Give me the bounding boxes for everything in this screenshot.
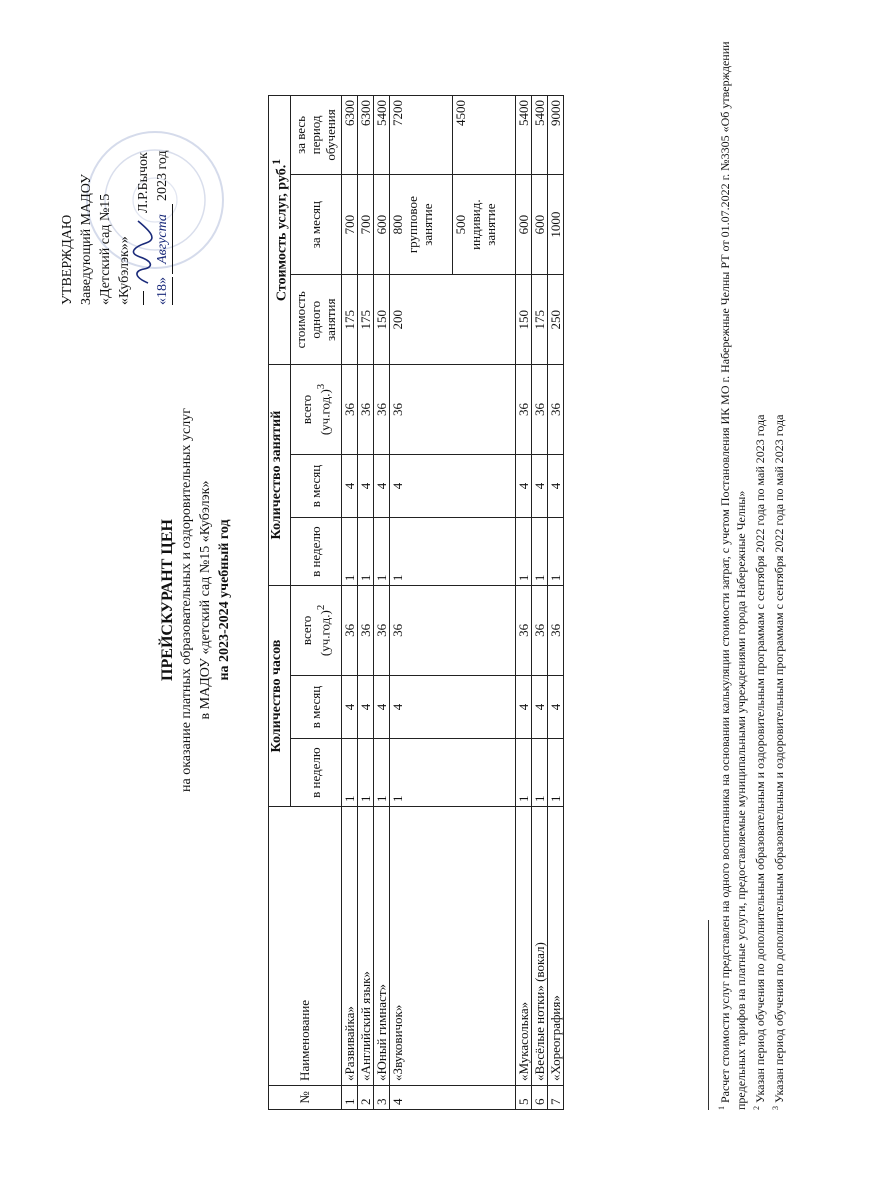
footnote-divider (708, 920, 709, 1110)
sub-cost-one: стоимость одного занятия (290, 275, 341, 365)
table-row: 6 «Весёлые нотки» (вокал) 1 4 36 1 4 36 175 600 5400 (531, 96, 547, 1110)
page-subtitle-2: в МАДОУ «детский сад №15 «Кубэлэк» (198, 480, 213, 720)
footnote-1: $^1$ Расчет стоимости услуг представлен на одного воспитанника на основании калькуляции стоимости затрат, с учетом Постановления ИК МО г. Набережные Челны РТ от 01.07.2022 г. №3305 «Об утверждении предельных тарифов на платные услуги, предоставляемые муниципальными учреждениями города Набережные Челны» (717, 41, 748, 1110)
price-table (268, 95, 564, 1110)
page-title: ПРЕЙСКУРАНТ ЦЕН (159, 519, 176, 681)
table-row: 1 «Развивайка» 1 4 36 1 4 36 175 700 6300 (341, 96, 357, 1110)
footnote-2: $^2$ Указан период обучения по дополнительным образовательным и оздоровительным программам с сентября 2022 года по май 2023 года (752, 414, 767, 1110)
academic-year: на 2023-2024 учебный год (217, 519, 232, 681)
table-row: 5 «Мукасолька» 1 4 36 1 4 36 150 600 5400 (515, 96, 531, 1110)
table-row-zvukovichok-indiv: 500 индивид. занятие 4500 (452, 96, 515, 1110)
zvuk-indiv-cell: 500 индивид. занятие (452, 174, 515, 275)
title-block (158, 150, 234, 1050)
group-cost-header: Стоимость услуг, руб.$^1$ (269, 96, 291, 365)
date-month: Августа (153, 204, 173, 274)
page-subtitle-1: на оказание платных образовательных и оздоровительных услуг (179, 408, 194, 793)
signature-line (134, 45, 153, 305)
col-name-header: Наименование (269, 807, 342, 1086)
approval-position: Заведующий МАДОУ (79, 174, 94, 305)
approval-org-line1: «Детский сад №15 (98, 193, 113, 305)
date-day: «18» (153, 277, 173, 305)
table-row: 7 «Хореография» 1 4 36 1 4 36 250 1000 9000 (547, 96, 563, 1110)
approval-title: УТВЕРЖДАЮ (60, 214, 75, 305)
table-row: 3 «Юный гимнаст» 1 4 36 1 4 36 150 600 5400 (373, 96, 389, 1110)
sub-cost-all: за весь период обучения (290, 96, 341, 175)
sub-hours-week: в неделю (290, 739, 341, 807)
approval-block (58, 45, 173, 305)
signer-name: Л.Р.Бычок (136, 152, 151, 213)
table-row: 2 «Английский язык» 1 4 36 1 4 36 175 700 6300 (357, 96, 373, 1110)
group-lessons-header: Количество занятий (269, 365, 291, 586)
signature-icon (136, 217, 152, 287)
date-year: 2023 год (155, 150, 170, 201)
sub-hours-total: всего $(уч.год.)^2$ (290, 586, 341, 676)
footnotes (714, 20, 787, 1110)
group-hours-header: Количество часов (269, 586, 291, 807)
sub-lessons-week: в неделю (290, 518, 341, 586)
sub-cost-month: за месяц (290, 174, 341, 275)
table-row-zvukovichok: 4 «Звуковичок» 1 4 36 1 4 36 200 800 групповое занятие 7200 (389, 96, 452, 1110)
footnote-3: $^3$ Указан период обучения по дополнительным образовательным и оздоровительным программам с сентября 2022 года по май 2023 года (771, 414, 786, 1110)
sub-lessons-total: всего $(уч.год.)^3$ (290, 365, 341, 455)
approval-org-line2: «Кубэлэк»» (117, 236, 132, 305)
col-no-header: № (269, 1085, 342, 1109)
zvuk-group-cell: 800 групповое занятие (389, 174, 452, 275)
sub-hours-month: в месяц (290, 675, 341, 738)
sub-lessons-month: в месяц (290, 454, 341, 517)
